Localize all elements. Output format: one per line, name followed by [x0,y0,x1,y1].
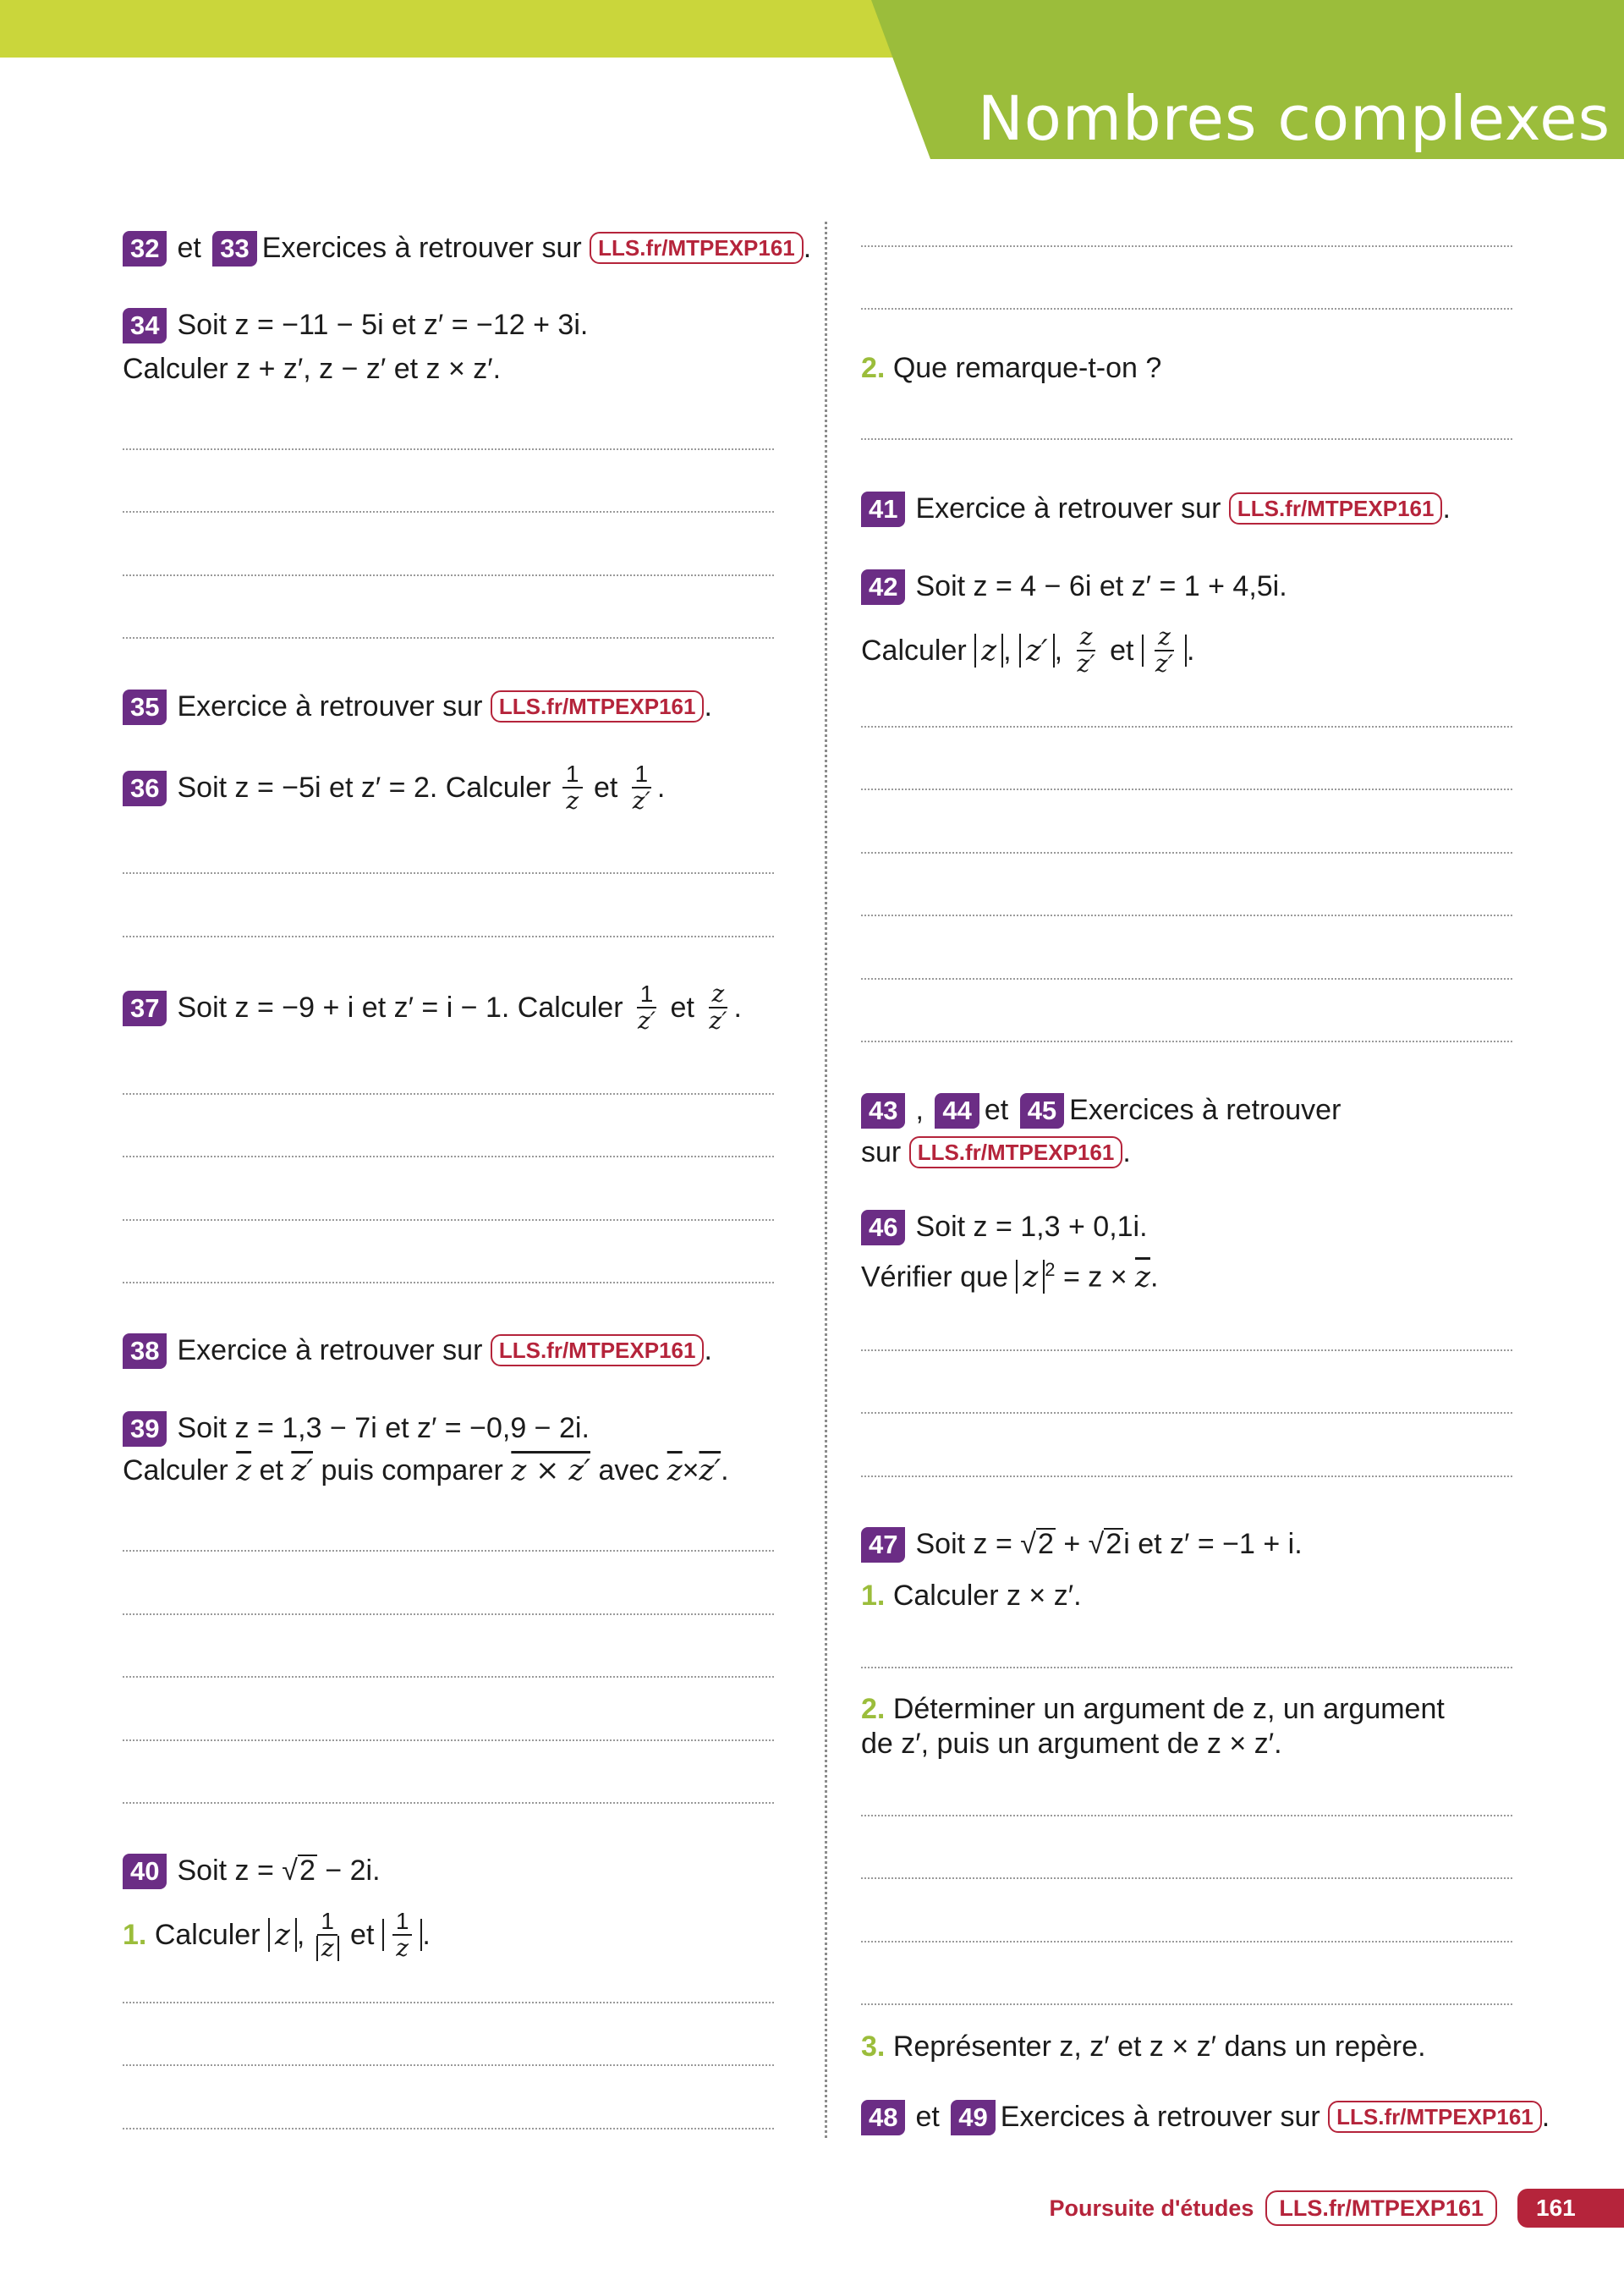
answer-line [861,438,1512,440]
exercise-36: 36 Soit z = −5i et z′ = 2. Calculer $\frac{1}{z}$ et $\frac{1}{z'}$ . [123,763,665,816]
exercise-37: 37 Soit z = −9 + i et z′ = i − 1. Calculer $\frac{1}{z'}$ et $\frac{z}{z'}$ . [123,983,742,1036]
exercise-42: 42 Soit z = 4 − 6i et z′ = 1 + 4,5i. [861,565,1287,607]
exercise-39-question: Calculer $\overline{z}$ et z′ puis comparer z × z′ avec $\overline{z}\times z'$. [123,1453,729,1487]
exercise-32-33: 32 et 33 Exercices à retrouver sur LLS.fr/MTPEXP161 . [123,227,811,269]
answer-line [123,936,774,937]
lls-link[interactable]: LLS.fr/MTPEXP161 [491,1334,705,1366]
exercise-number-badge: 33 [212,231,256,267]
answer-line [861,1041,1512,1042]
answer-line [123,1676,774,1678]
exercise-41: 41 Exercice à retrouver sur LLS.fr/MTPEXP161 . [861,487,1451,530]
answer-line [861,915,1512,916]
lls-link[interactable]: LLS.fr/MTPEXP161 [590,232,804,264]
lls-link[interactable]: LLS.fr/MTPEXP161 [1229,492,1443,525]
fraction: $\frac{1}{z'}$ [632,761,650,815]
exercise-number-badge: 48 [861,2100,905,2135]
answer-line [123,1613,774,1615]
answer-line [123,1093,774,1095]
answer-line [861,1667,1512,1668]
answer-line [123,2002,774,2003]
exercise-number-badge: 45 [1020,1093,1064,1129]
exercise-40-question-2: 2. Que remarque-t-on ? [861,352,1162,384]
answer-line [123,872,774,874]
exercise-48-49: 48 et 49 Exercices à retrouver sur LLS.fr/MTPEXP161 . [861,2096,1550,2138]
answer-line [861,726,1512,728]
exercise-34 [123,304,588,346]
answer-line [123,1802,774,1804]
exercise-number-badge: 44 [935,1093,979,1129]
exercise-number-badge: 49 [951,2100,995,2135]
answer-line [861,978,1512,980]
page-number: 161 [1517,2189,1624,2228]
exercise-47-question-2: 2. Déterminer un argument de z, un argument [861,1693,1445,1725]
exercise-number-badge: 40 [123,1854,167,1889]
exercise-34-question: Calculer z + z′, z − z′ et z × z′. [123,353,502,385]
exercise-47-question-1: 1. Calculer z × z′. [861,1580,1082,1612]
exercise-39: 39 Soit z = 1,3 − 7i et z′ = −0,9 − 2i. [123,1407,590,1449]
fraction: $\frac{z}{z'}$ [709,980,727,1035]
answer-line [861,1349,1512,1351]
answer-line [861,1877,1512,1879]
exercise-number-badge: 46 [861,1210,905,1245]
answer-line [123,1739,774,1741]
answer-line [123,1219,774,1221]
answer-line [123,1282,774,1283]
answer-line [861,1815,1512,1816]
exercise-47-question-3: 3. Représenter z, z′ et z × z′ dans un repère. [861,2030,1426,2063]
exercise-number-badge: 41 [861,492,905,527]
exercise-43-45: 43 , 44 et 45 Exercices à retrouver [861,1089,1341,1131]
answer-line [123,511,774,513]
answer-line [861,1941,1512,1943]
exercise-number-badge: 37 [123,991,167,1026]
fraction: $\frac{1}{z'}$ [637,981,656,1035]
exercise-text: Soit z = −11 − 5i et z′ = −12 + 3i. [177,309,589,341]
exercise-35: 35 Exercice à retrouver sur LLS.fr/MTPEXP161 . [123,685,712,728]
answer-line [123,448,774,450]
exercise-number-badge: 34 [123,308,167,343]
chapter-title: Nombres complexes [977,83,1611,154]
lls-link[interactable]: LLS.fr/MTPEXP161 [491,690,705,723]
exercise-38: 38 Exercice à retrouver sur LLS.fr/MTPEXP161 . [123,1329,712,1371]
exercise-number-badge: 38 [123,1333,167,1369]
answer-line [861,1412,1512,1414]
fraction: $\frac{z}{z'}$ [1155,623,1174,678]
exercise-number-badge: 42 [861,569,905,605]
answer-line [861,852,1512,854]
answer-line [861,308,1512,310]
exercise-46-question: Vérifier que z $^2 = z \times \overline{z}$. [861,1259,1159,1294]
exercise-40: 40 Soit z = √2 − 2i. [123,1849,381,1892]
answer-line [123,2128,774,2129]
lls-link[interactable]: LLS.fr/MTPEXP161 [1328,2101,1542,2133]
answer-line [123,637,774,639]
fraction: $\frac{1}{z}$ [316,1909,339,1961]
exercise-40-question-1: 1. Calculer z , $\frac{1}{z}$ et $\frac{1}{z}$ . [123,1908,431,1962]
lls-link[interactable]: LLS.fr/MTPEXP161 [909,1136,1123,1168]
footer-lls-link[interactable]: LLS.fr/MTPEXP161 [1265,2190,1497,2226]
answer-line [123,574,774,576]
exercise-number-badge: 35 [123,690,167,725]
answer-line [861,2003,1512,2005]
answer-line [861,245,1512,247]
answer-line [123,1156,774,1157]
exercise-46: 46 Soit z = 1,3 + 0,1i. [861,1206,1148,1248]
footer-label: Poursuite d'études [1049,2195,1254,2221]
exercise-47: 47 Soit z = √2 + √2i et z′ = −1 + i. [861,1523,1303,1565]
answer-line [861,789,1512,790]
exercise-number-badge: 43 [861,1093,905,1129]
answer-line [123,1550,774,1552]
exercise-47-question-2-line2: de z′, puis un argument de z × z′. [861,1728,1282,1760]
fraction: $\frac{1}{z}$ [562,761,583,814]
fraction: $\frac{z}{z'}$ [1077,623,1095,678]
exercise-number-badge: 39 [123,1411,167,1447]
exercise-number-badge: 47 [861,1527,905,1563]
answer-line [123,2064,774,2066]
exercise-number-badge: 36 [123,771,167,806]
exercise-number-badge: 32 [123,231,167,267]
answer-line [861,1475,1512,1477]
column-divider [825,222,827,2138]
fraction: $\frac{1}{z}$ [392,1909,413,1961]
page-footer [1049,2187,1624,2229]
exercise-42-question: Calculer z , z′ , $\frac{z}{z'}$ et $\frac{z}{z'}$ . [861,623,1195,678]
exercise-43-45-link: sur LLS.fr/MTPEXP161 . [861,1136,1131,1168]
